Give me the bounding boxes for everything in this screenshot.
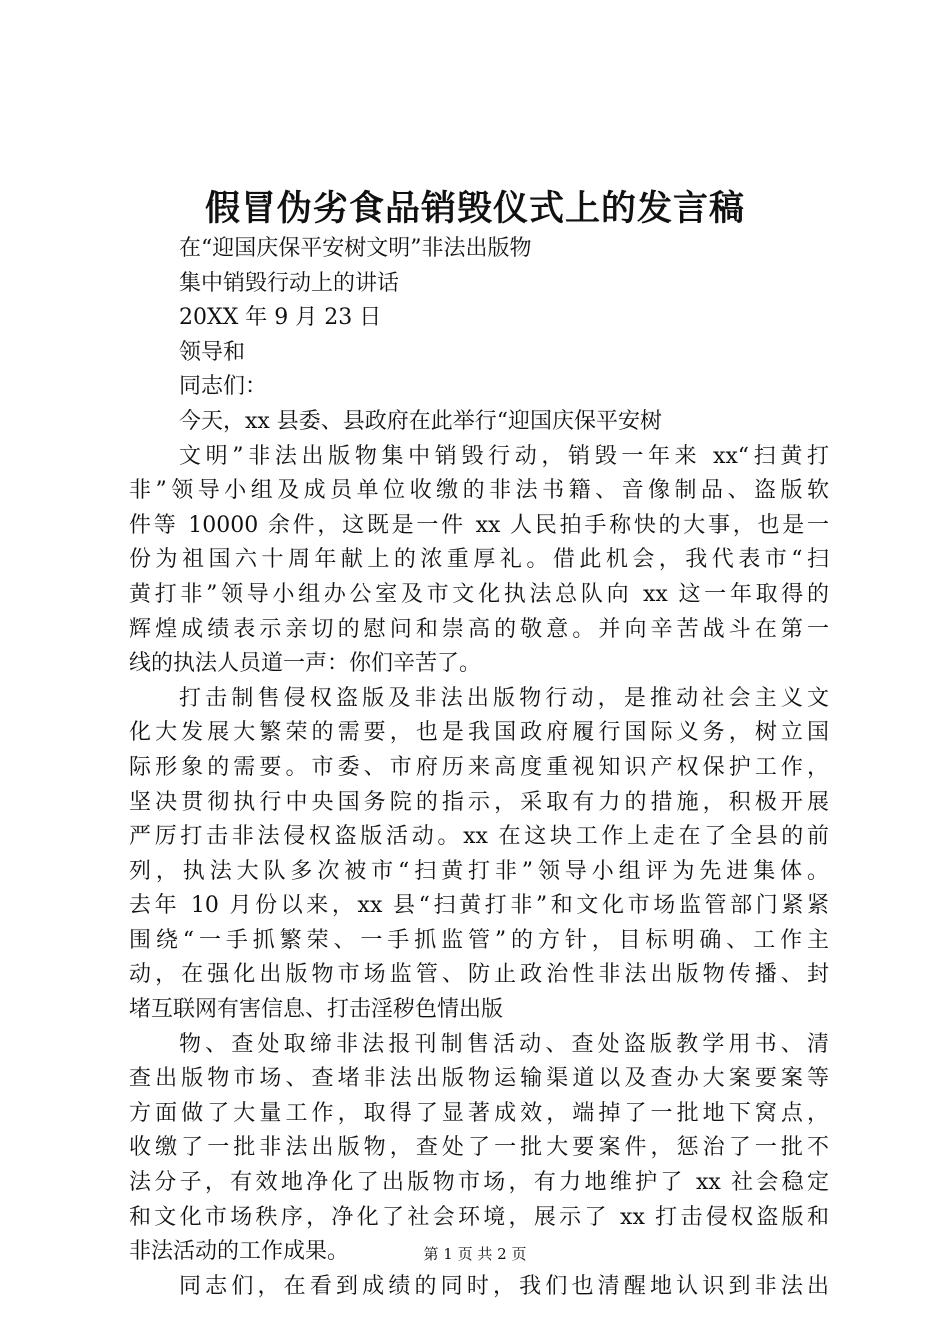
text-line: 际形象的需要。市委、市府历来高度重视知识产权保护工作， (129, 754, 829, 780)
text-line: 查出版物市场、查堵非法出版物运输渠道以及查办大案要案等 (129, 1066, 829, 1092)
text-line: 同志们： (179, 374, 268, 400)
text-line: 物、查处取缔非法报刊制售活动、查处盗版教学用书、清 (179, 1031, 829, 1057)
text-line: 辉煌成绩表示亲切的慰问和崇高的敬意。并向辛苦战斗在第一 (129, 616, 829, 642)
text-line: 堵互联网有害信息、打击淫秽色情出版 (129, 997, 504, 1023)
text-line: 去年 10 月份以来，xx 县“扫黄打非”和文化市场监管部门紧紧 (129, 893, 829, 919)
text-line: 件等 10000 余件，这既是一件 xx 人民拍手称快的大事，也是一 (129, 512, 829, 538)
text-line: 打击制售侵权盗版及非法出版物行动，是推动社会主义文 (179, 685, 829, 711)
document-title: 假冒伪劣食品销毁仪式上的发言稿 (204, 188, 745, 229)
text-line: 20XX 年 9 月 23 日 (179, 305, 382, 331)
text-line: 法分子，有效地净化了出版物市场，有力地维护了 xx 社会稳定 (129, 1170, 829, 1196)
text-line: 坚决贯彻执行中央国务院的指示，采取有力的措施，积极开展 (129, 789, 829, 815)
text-line: 今天，xx 县委、县政府在此举行“迎国庆保平安树 (179, 408, 663, 434)
text-line: 围绕“一手抓繁荣、一手抓监管”的方针，目标明确、工作主 (129, 927, 829, 953)
text-line: 文明”非法出版物集中销毁行动，销毁一年来 xx“扫黄打 (179, 443, 829, 469)
text-line: 领导和 (179, 339, 246, 365)
text-line: 非”领导小组及成员单位收缴的非法书籍、音像制品、盗版软 (129, 478, 829, 504)
text-line: 化大发展大繁荣的需要，也是我国政府履行国际义务，树立国 (129, 720, 829, 746)
text-line: 在“迎国庆保平安树文明”非法出版物 (179, 236, 532, 261)
text-line: 同志们，在看到成绩的同时，我们也清醒地认识到非法出 (179, 1273, 829, 1299)
text-line: 份为祖国六十周年献上的浓重厚礼。借此机会，我代表市“扫 (129, 547, 829, 573)
text-line: 和文化市场秩序，净化了社会环境，展示了 xx 打击侵权盗版和 (129, 1204, 829, 1230)
text-line: 集中销毁行动上的讲话 (179, 270, 400, 296)
document-body (129, 232, 829, 1304)
text-line: 动，在强化出版物市场监管、防止政治性非法出版物传播、封 (129, 962, 829, 988)
text-line: 收缴了一批非法出版物，查处了一批大要案件，惩治了一批不 (129, 1135, 829, 1161)
text-line: 线的执法人员道一声：你们辛苦了。 (129, 651, 482, 677)
text-line: 方面做了大量工作，取得了显著成效，端掉了一批地下窝点， (129, 1100, 829, 1126)
text-line: 非法活动的工作成果。 (129, 1239, 350, 1265)
text-line: 列，执法大队多次被市“扫黄打非”领导小组评为先进集体。 (129, 858, 829, 884)
page-footer: 第 1 页 共 2 页 (423, 1245, 527, 1263)
text-line: 黄打非”领导小组办公室及市文化执法总队向 xx 这一年取得的 (129, 581, 829, 607)
text-line: 严厉打击非法侵权盗版活动。xx 在这块工作上走在了全县的前 (129, 824, 829, 850)
